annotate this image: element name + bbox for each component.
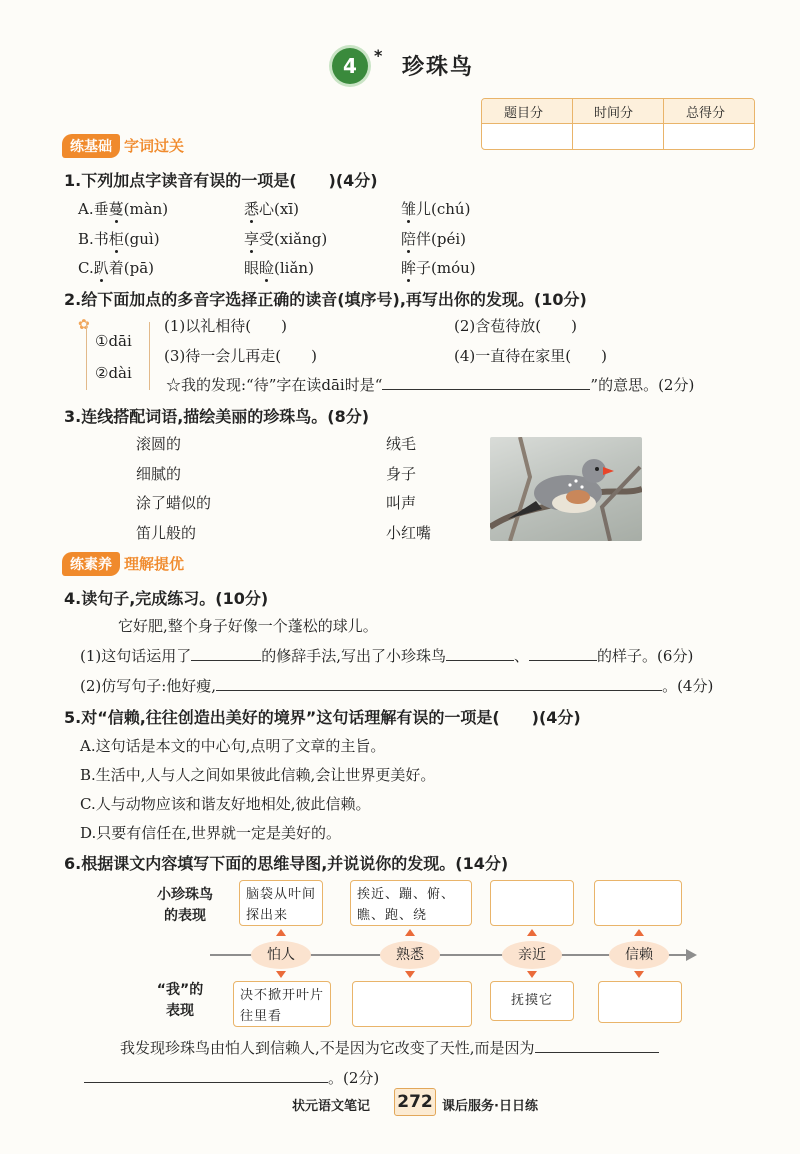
- q4-sub2: (2)仿写句子:他好瘦, 。(4分): [80, 677, 714, 695]
- arrow-down-4: [634, 971, 644, 978]
- q5-option-c[interactable]: C.人与动物应该和谐友好地相处,彼此信赖。: [80, 795, 371, 813]
- timeline-arrowhead: [686, 949, 697, 961]
- q2-item-3: (3)待一会儿再走( ): [164, 347, 317, 365]
- q1-stem: 1.下列加点字读音有误的一项是( )(4分): [64, 171, 378, 190]
- q4-stem: 4.读句子,完成练习。(10分): [64, 589, 269, 608]
- score-header-time: 时间分: [594, 106, 634, 121]
- q3-left-3[interactable]: 涂了蜡似的: [136, 494, 212, 512]
- node-familiar: 熟悉: [380, 941, 440, 969]
- section-heading-literacy: [62, 552, 184, 576]
- q3-right-2[interactable]: 身子: [386, 465, 417, 483]
- section-title: 字词过关: [124, 137, 185, 155]
- arrow-down-1: [276, 971, 286, 978]
- q1-option-c-2: 眼睑(liǎn): [244, 259, 314, 277]
- q2-option-dai4: ②dài: [95, 364, 132, 382]
- asterisk: *: [374, 46, 383, 65]
- footer-series: 课后服务·日日练: [442, 1099, 538, 1114]
- bottom-box-4[interactable]: [598, 981, 682, 1023]
- q1-option-a-2: 悉心(xī): [244, 200, 299, 218]
- q1-option-c: C.趴着(pā): [78, 259, 154, 277]
- q4-sentence: 它好肥,整个身子好像一个蓬松的球儿。: [118, 617, 378, 635]
- q2-item-2: (2)含苞待放( ): [454, 317, 577, 335]
- q6-finding-line2: 。(2分): [84, 1067, 379, 1088]
- top-box-2[interactable]: 挨近、蹦、俯、瞧、跑、绕: [350, 880, 472, 926]
- q1-option-b: B.书柜(guì): [78, 230, 160, 248]
- q3-right-1[interactable]: 绒毛: [386, 435, 417, 453]
- section-tag: 练素养: [62, 552, 120, 576]
- arrow-up-4: [634, 929, 644, 936]
- q6-finding-line1: 我发现珍珠鸟由怕人到信赖人,不是因为它改变了天性,而是因为: [120, 1037, 659, 1058]
- q5-option-d[interactable]: D.只要有信任在,世界就一定是美好的。: [80, 824, 342, 842]
- top-box-3[interactable]: [490, 880, 574, 926]
- section-heading-basics: [62, 134, 184, 158]
- q2-finding: ☆我的发现:“待”字在读dāi时是“ ”的意思。(2分): [166, 376, 695, 394]
- page-number: 272: [394, 1088, 436, 1116]
- node-close: 亲近: [502, 941, 562, 969]
- score-header-question: 题目分: [504, 106, 544, 121]
- node-trust: 信赖: [609, 941, 669, 969]
- q2-options-box: [86, 322, 150, 390]
- q6-finding-blank-1[interactable]: [535, 1038, 659, 1053]
- top-box-1[interactable]: 脑袋从叶间探出来: [239, 880, 323, 926]
- q5-option-b[interactable]: B.生活中,人与人之间如果彼此信赖,会让世界更美好。: [80, 766, 436, 784]
- q2-stem: 2.给下面加点的多音字选择正确的读音(填序号),再写出你的发现。(10分): [64, 290, 587, 309]
- q5-stem: 5.对“信赖,往往创造出美好的境界”这句话理解有误的一项是( )(4分): [64, 708, 581, 727]
- q1-option-a: A.垂蔓(màn): [78, 200, 169, 218]
- lesson-number-badge: 4: [332, 48, 368, 84]
- footer: [0, 1088, 800, 1118]
- q3-right-4[interactable]: 小红嘴: [386, 524, 432, 542]
- score-header-total: 总得分: [686, 106, 726, 121]
- arrow-down-3: [527, 971, 537, 978]
- q4-sub1: (1)这句话运用了 的修辞手法,写出了小珍珠鸟 、 的样子。(6分): [80, 647, 694, 665]
- q4-blank-imitation[interactable]: [216, 676, 662, 691]
- q4-blank-trait-1[interactable]: [446, 646, 514, 661]
- q5-option-a[interactable]: A.这句话是本文的中心句,点明了文章的主旨。: [80, 737, 386, 755]
- q1-option-a-3: 雏儿(chú): [401, 200, 471, 218]
- q3-left-1[interactable]: 滚圆的: [136, 435, 182, 453]
- node-afraid: 怕人: [251, 941, 311, 969]
- arrow-down-2: [405, 971, 415, 978]
- q4-blank-trait-2[interactable]: [529, 646, 597, 661]
- q3-left-2[interactable]: 细腻的: [136, 465, 182, 483]
- bottom-box-3[interactable]: 抚摸它: [490, 981, 574, 1021]
- lesson-header: [332, 48, 532, 84]
- footer-book-title: 状元语文笔记: [292, 1099, 371, 1114]
- q1-option-b-3: 陪伴(péi): [401, 230, 466, 248]
- q3-left-4[interactable]: 笛儿般的: [136, 524, 197, 542]
- q1-option-b-2: 享受(xiǎng): [244, 230, 328, 248]
- section-tag: 练基础: [62, 134, 120, 158]
- q2-finding-blank[interactable]: [382, 375, 590, 390]
- arrow-up-1: [276, 929, 286, 936]
- zebra-finch-photo: [490, 437, 642, 541]
- section-title: 理解提优: [124, 555, 185, 573]
- q6-stem: 6.根据课文内容填写下面的思维导图,并说说你的发现。(14分): [64, 854, 509, 873]
- label-my-behavior: “我”的 表现: [156, 982, 204, 1019]
- q6-finding-blank-2[interactable]: [84, 1068, 328, 1083]
- arrow-up-3: [527, 929, 537, 936]
- q2-item-4: (4)一直待在家里( ): [454, 347, 607, 365]
- page-title: 珍珠鸟: [402, 55, 475, 80]
- score-table: [481, 98, 755, 150]
- bottom-box-1[interactable]: 决不掀开叶片往里看: [233, 981, 331, 1027]
- label-bird-behavior: 小珍珠鸟 的表现: [157, 887, 213, 924]
- top-box-4[interactable]: [594, 880, 682, 926]
- q2-item-1: (1)以礼相待( ): [164, 317, 287, 335]
- q2-option-dai1: ①dāi: [95, 332, 132, 350]
- q3-stem: 3.连线搭配词语,描绘美丽的珍珠鸟。(8分): [64, 407, 370, 426]
- q3-right-3[interactable]: 叫声: [386, 494, 417, 512]
- arrow-up-2: [405, 929, 415, 936]
- q4-blank-rhetoric[interactable]: [191, 646, 261, 661]
- bottom-box-2[interactable]: [352, 981, 472, 1027]
- flower-icon: ✿: [78, 317, 90, 333]
- q1-option-c-3: 眸子(móu): [401, 259, 476, 277]
